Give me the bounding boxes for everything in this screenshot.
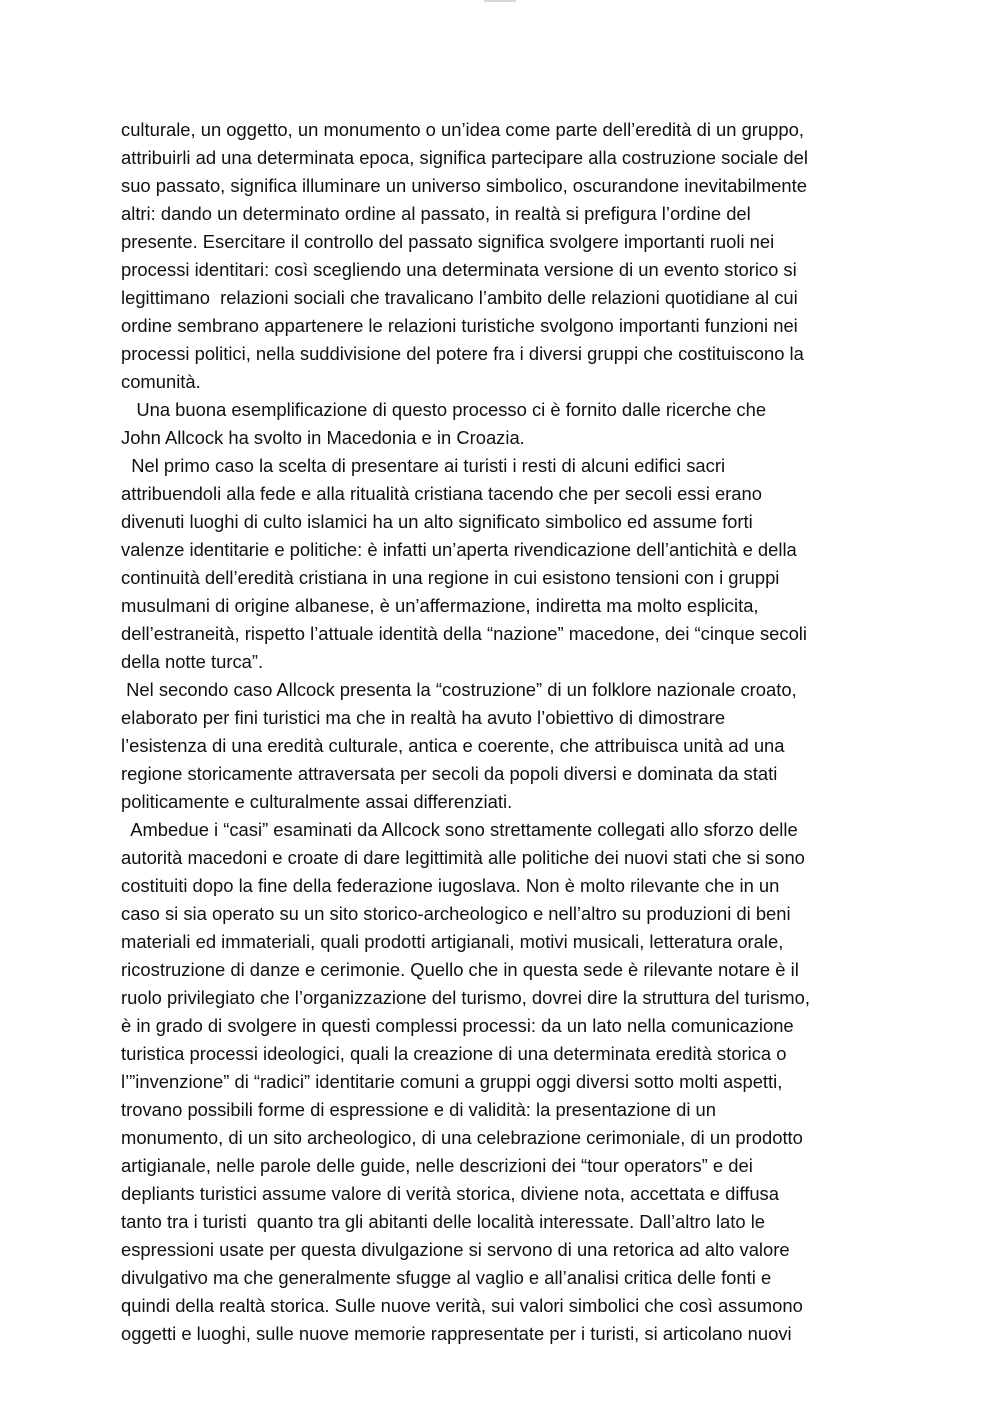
text-line: dell’estraneità, rispetto l’attuale identità della “nazione” macedone, dei “cinque secoli xyxy=(121,623,807,644)
text-line: legittimano relazioni sociali che travalicano l’ambito delle relazioni quotidiane al cui xyxy=(121,287,798,308)
paragraph xyxy=(121,116,891,396)
text-line: turistica processi ideologici, quali la creazione di una determinata eredità storica o xyxy=(121,1043,787,1064)
text-line: suo passato, significa illuminare un universo simbolico, oscurandone inevitabilmente xyxy=(121,175,807,196)
text-line: musulmani di origine albanese, è un’affermazione, indiretta ma molto esplicita, xyxy=(121,595,759,616)
text-line: costituiti dopo la fine della federazione iugoslava. Non è molto rilevante che in un xyxy=(121,875,780,896)
text-line: espressioni usate per questa divulgazione si servono di una retorica ad alto valore xyxy=(121,1239,790,1260)
body-text xyxy=(121,116,891,1348)
text-line: Nel secondo caso Allcock presenta la “costruzione” di un folklore nazionale croato, xyxy=(121,679,797,700)
text-line: Nel primo caso la scelta di presentare ai turisti i resti di alcuni edifici sacri xyxy=(121,455,726,476)
text-line: altri: dando un determinato ordine al passato, in realtà si prefigura l’ordine del xyxy=(121,203,751,224)
text-line: culturale, un oggetto, un monumento o un’idea come parte dell’eredità di un gruppo, xyxy=(121,119,804,140)
text-line: Ambedue i “casi” esaminati da Allcock sono strettamente collegati allo sforzo delle xyxy=(121,819,798,840)
text-line: materiali ed immateriali, quali prodotti artigianali, motivi musicali, letteratura orale, xyxy=(121,931,784,952)
text-line: valenze identitarie e politiche: è infatti un’aperta rivendicazione dell’antichità e della xyxy=(121,539,797,560)
text-line: attribuendoli alla fede e alla ritualità cristiana tacendo che per secoli essi erano xyxy=(121,483,762,504)
text-line: regione storicamente attraversata per secoli da popoli diversi e dominata da stati xyxy=(121,763,778,784)
text-line: processi identitari: così scegliendo una determinata versione di un evento storico si xyxy=(121,259,797,280)
text-line: oggetti e luoghi, sulle nuove memorie rappresentate per i turisti, si articolano nuovi xyxy=(121,1323,792,1344)
text-line: quindi della realtà storica. Sulle nuove verità, sui valori simbolici che così assumono xyxy=(121,1295,803,1316)
text-line: Una buona esemplificazione di questo processo ci è fornito dalle ricerche che xyxy=(121,399,767,420)
paragraph xyxy=(121,816,891,1348)
text-line: comunità. xyxy=(121,371,201,392)
text-line: ordine sembrano appartenere le relazioni turistiche svolgono importanti funzioni nei xyxy=(121,315,798,336)
text-line: l’”invenzione” di “radici” identitarie comuni a gruppi oggi diversi sotto molti aspetti, xyxy=(121,1071,783,1092)
text-line: elaborato per fini turistici ma che in realtà ha avuto l’obiettivo di dimostrare xyxy=(121,707,726,728)
text-line: ricostruzione di danze e cerimonie. Quello che in questa sede è rilevante notare è il xyxy=(121,959,799,980)
text-line: autorità macedoni e croate di dare legittimità alle politiche dei nuovi stati che si sono xyxy=(121,847,805,868)
text-line: depliants turistici assume valore di verità storica, diviene nota, accettata e diffusa xyxy=(121,1183,779,1204)
text-line: divenuti luoghi di culto islamici ha un alto significato simbolico ed assume forti xyxy=(121,511,753,532)
text-line: John Allcock ha svolto in Macedonia e in Croazia. xyxy=(121,427,525,448)
text-line: della notte turca”. xyxy=(121,651,264,672)
text-line: caso si sia operato su un sito storico-archeologico e nell’altro su produzioni di beni xyxy=(121,903,791,924)
text-line: artigianale, nelle parole delle guide, nelle descrizioni dei “tour operators” e dei xyxy=(121,1155,753,1176)
text-line: trovano possibili forme di espressione e di validità: la presentazione di un xyxy=(121,1099,716,1120)
text-line: monumento, di un sito archeologico, di una celebrazione cerimoniale, di un prodotto xyxy=(121,1127,803,1148)
text-line: ruolo privilegiato che l’organizzazione del turismo, dovrei dire la struttura del turismo, xyxy=(121,987,810,1008)
text-line: divulgativo ma che generalmente sfugge al vaglio e all’analisi critica delle fonti e xyxy=(121,1267,772,1288)
text-line: processi politici, nella suddivisione del potere fra i diversi gruppi che costituiscono la xyxy=(121,343,804,364)
text-line: continuità dell’eredità cristiana in una regione in cui esistono tensioni con i gruppi xyxy=(121,567,780,588)
text-line: politicamente e culturalmente assai differenziati. xyxy=(121,791,513,812)
text-line: presente. Esercitare il controllo del passato significa svolgere importanti ruoli nei xyxy=(121,231,775,252)
paragraph xyxy=(121,396,891,452)
text-line: l’esistenza di una eredità culturale, antica e coerente, che attribuisca unità ad una xyxy=(121,735,785,756)
page-header-mark xyxy=(484,0,516,2)
text-line: è in grado di svolgere in questi complessi processi: da un lato nella comunicazione xyxy=(121,1015,794,1036)
text-line: tanto tra i turisti quanto tra gli abitanti delle località interessate. Dall’altro lato le xyxy=(121,1211,766,1232)
paragraph xyxy=(121,676,891,816)
paragraph xyxy=(121,452,891,676)
text-line: attribuirli ad una determinata epoca, significa partecipare alla costruzione sociale del xyxy=(121,147,808,168)
